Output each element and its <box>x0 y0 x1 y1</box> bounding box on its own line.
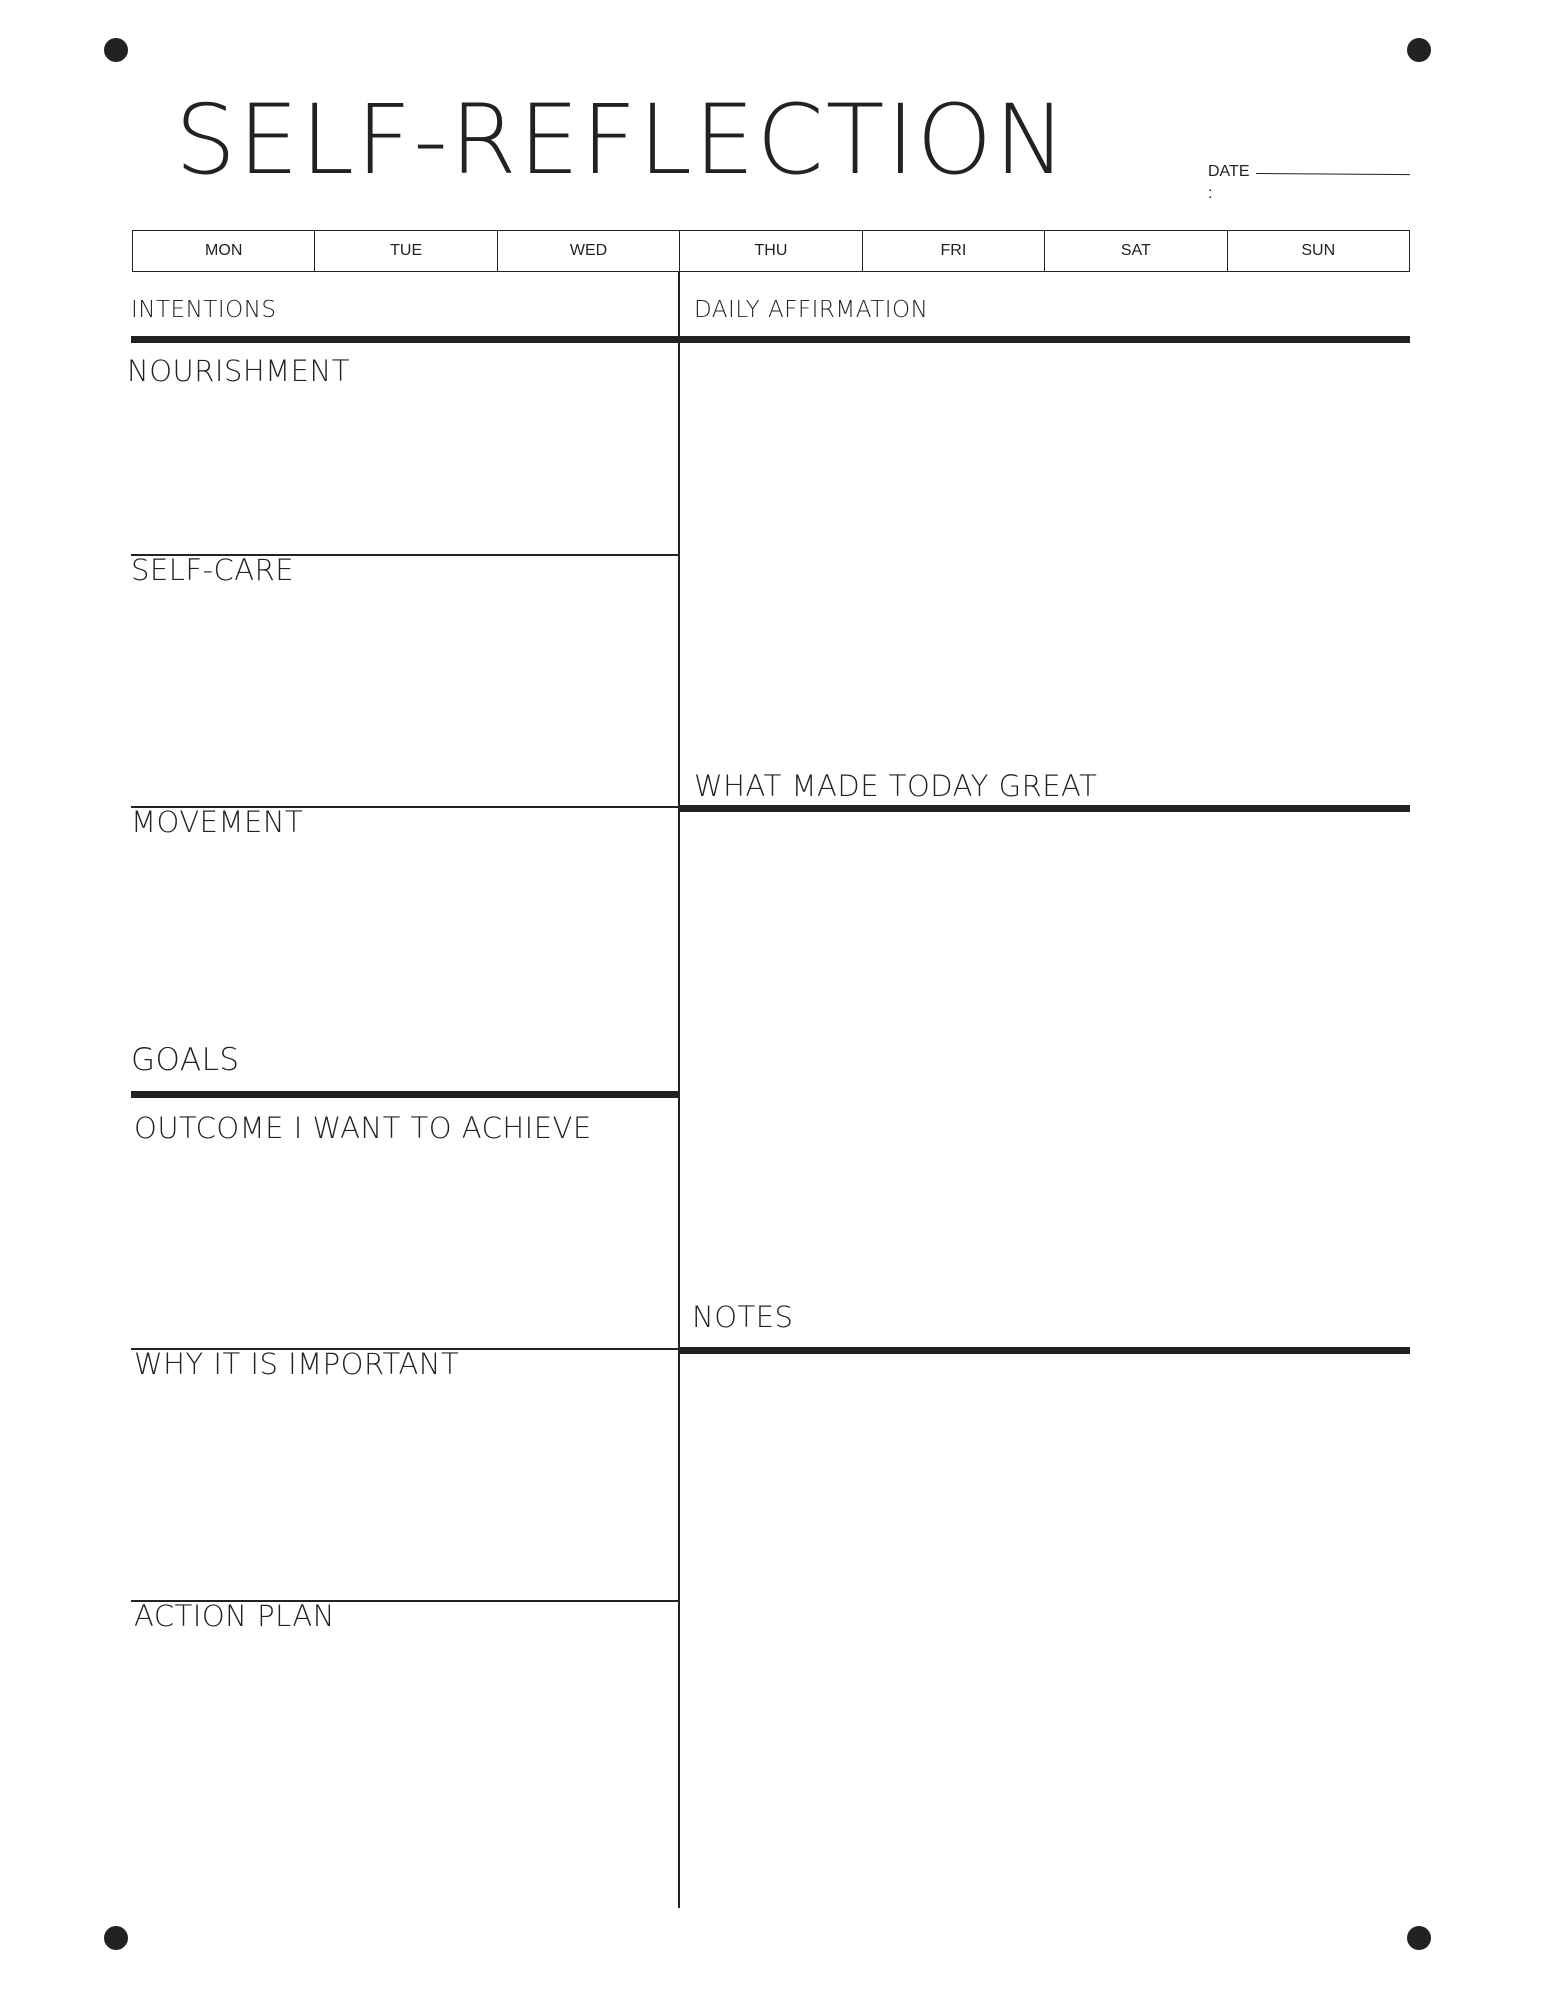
daily-affirmation-heading: DAILY AFFIRMATION <box>694 297 929 323</box>
page-title: SELF-REFLECTION <box>175 84 1069 196</box>
goals-rule <box>131 1091 678 1098</box>
notes-heading: NOTES <box>692 1300 794 1334</box>
action-plan-heading: ACTION PLAN <box>134 1599 335 1633</box>
notes-rule <box>678 1347 1410 1354</box>
what-made-today-great-rule <box>678 805 1410 812</box>
binder-hole-top-right <box>1407 38 1431 62</box>
self-care-heading: SELF-CARE <box>131 553 295 587</box>
binder-hole-top-left <box>104 38 128 62</box>
intentions-rule <box>131 336 1410 343</box>
why-important-heading: WHY IT IS IMPORTANT <box>134 1347 460 1381</box>
day-fri[interactable]: FRI <box>863 231 1045 271</box>
date-input-line[interactable] <box>1256 173 1410 175</box>
goals-heading: GOALS <box>131 1042 240 1078</box>
day-wed[interactable]: WED <box>498 231 680 271</box>
date-label: DATE <box>1208 163 1250 180</box>
day-tue[interactable]: TUE <box>315 231 497 271</box>
nourishment-heading: NOURISHMENT <box>127 354 350 388</box>
weekday-row <box>132 230 1410 272</box>
day-thu[interactable]: THU <box>680 231 862 271</box>
binder-hole-bottom-right <box>1407 1926 1431 1950</box>
day-sat[interactable]: SAT <box>1045 231 1227 271</box>
intentions-heading: INTENTIONS <box>131 297 277 323</box>
binder-hole-bottom-left <box>104 1926 128 1950</box>
date-colon: : <box>1208 185 1213 202</box>
day-mon[interactable]: MON <box>133 231 315 271</box>
what-made-today-great-heading: WHAT MADE TODAY GREAT <box>694 769 1098 803</box>
outcome-heading: OUTCOME I WANT TO ACHIEVE <box>134 1111 592 1145</box>
column-divider <box>678 272 680 1908</box>
movement-heading: MOVEMENT <box>131 805 304 839</box>
day-sun[interactable]: SUN <box>1301 242 1336 259</box>
